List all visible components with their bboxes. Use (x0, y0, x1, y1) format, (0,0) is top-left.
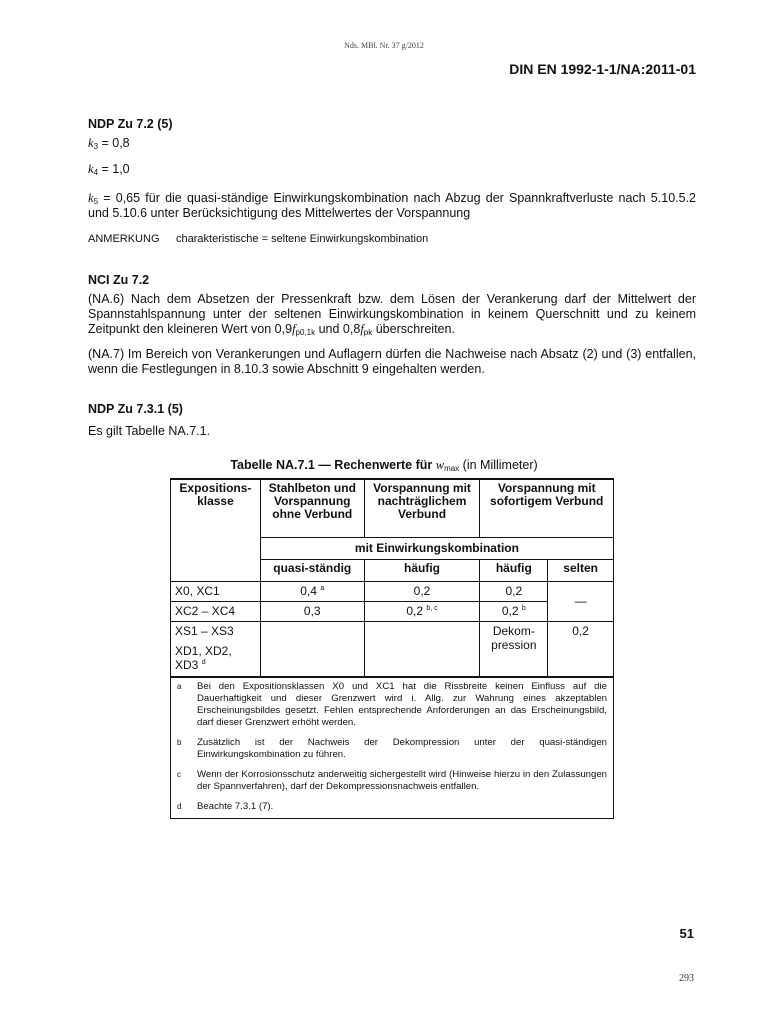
k4-line (88, 162, 130, 177)
k4-subscript: 4 (93, 168, 99, 177)
k4-symbol: k (88, 162, 94, 176)
paragraph-na6 (88, 292, 696, 337)
footnote-b-text: Zusätzlich ist der Nachweis der Dekompression unter der quasi-ständigen Einwirkungskombination zu führen. (197, 737, 607, 760)
section-heading-ndp-7-2-5: NDP Zu 7.2 (5) (88, 117, 173, 131)
k3-symbol: k (88, 136, 94, 150)
row2-value-3-footnote: b (521, 604, 526, 612)
k5-text: = 0,65 für die quasi-ständige Einwirkungskombination nach Abzug der Spannkraftverluste nach 5.10.5.2 und 5.10.6 unter Berücksichtigung des Mittelwertes der Vorspannung (88, 191, 696, 220)
secondary-page-number: 293 (679, 973, 694, 984)
row3-class-b-footnote: d (201, 658, 206, 666)
header-reinforced-concrete: Stahlbeton und Vorspannung ohne Verbund (260, 479, 364, 537)
crack-width-table (170, 478, 614, 819)
table-title-rest: (in Millimeter) (459, 458, 538, 472)
row3-value-1 (260, 621, 364, 677)
header-post-tensioned: Vorspannung mit nachträglichem Verbund (364, 479, 480, 537)
section-heading-nci-7-2: NCI Zu 7.2 (88, 273, 150, 287)
k4-value: = 1,0 (98, 162, 130, 176)
note-label: ANMERKUNG (88, 233, 160, 245)
note-line (88, 233, 428, 245)
row1-value-3: 0,2 (480, 581, 548, 601)
row1-value-2: 0,2 (364, 581, 480, 601)
section-heading-ndp-7-3-1-5: NDP Zu 7.3.1 (5) (88, 402, 183, 416)
k5-subscript: 5 (93, 197, 99, 206)
note-text: charakteristische = seltene Einwirkungskombination (176, 233, 429, 245)
k3-value: = 0,8 (98, 136, 130, 150)
footnote-c-mark: c (177, 770, 181, 779)
row2-class: XC2 – XC4 (171, 601, 261, 621)
row3-value-3: Dekom-pression (480, 621, 548, 677)
k5-symbol: k (88, 191, 94, 205)
footnote-c (177, 769, 607, 793)
f-subscript-2: pk (363, 328, 373, 337)
row2-value-1: 0,3 (260, 601, 364, 621)
row1-value-1-footnote: a (320, 584, 325, 592)
table-row (171, 621, 614, 677)
table-reference-text: Es gilt Tabelle NA.7.1. (88, 424, 211, 438)
subheader-rare: selten (548, 559, 614, 581)
table-row (171, 601, 614, 621)
header-exposure-class: Expositions-klasse (171, 479, 261, 581)
paragraph-na7: (NA.7) Im Bereich von Verankerungen und Auflagern dürfen die Nachweise nach Absatz (2) und (3) entfallen, wenn die Festlegungen in 8.10.3 sowie Abschnitt 9 eingehalten werden. (88, 347, 696, 376)
na6-text-b: und 0,8 (315, 322, 361, 336)
row3-class-a: XS1 – XS3 (175, 623, 234, 638)
footnote-a-mark: a (177, 682, 182, 691)
document-id: DIN EN 1992-1-1/NA:2011-01 (509, 61, 696, 77)
na6-text-c: überschreiten. (372, 322, 455, 336)
table-title (0, 458, 768, 473)
k3-line (88, 136, 130, 151)
row2-value-2 (364, 601, 480, 621)
publication-note: Nds. MBl. Nr. 37 g/2012 (344, 41, 424, 50)
footnote-c-text: Wenn der Korrosionsschutz anderweitig sichergestellt wird (Hinweise hierzu in den Zulassungen der Spannverfahren), darf der Dekompressionsnachweis entfallen. (197, 769, 607, 792)
row2-value-2-text: 0,2 (406, 603, 424, 618)
row1-2-value-4: — (548, 581, 614, 621)
row1-class: X0, XC1 (171, 581, 261, 601)
f-symbol-1: f (292, 322, 296, 336)
footnotes-cell (171, 677, 614, 819)
row1-value-1-text: 0,4 (300, 583, 317, 598)
k3-subscript: 3 (93, 142, 99, 151)
subheader-quasi-permanent: quasi-ständig (260, 559, 364, 581)
row1-value-1 (260, 581, 364, 601)
footnote-a-text: Bei den Expositionsklassen X0 und XC1 hat die Rissbreite keinen Einfluss auf die Dauerhaftigkeit und dieser Grenzwert wird i. Allg. zur Wahrung eines akzeptablen Erscheinungsbildes gesetzt. Fehlen entsprechende Anforderungen an das Erscheinungsbild, darf dieser Grenzwert erhöht werden. (197, 681, 607, 728)
k5-paragraph (88, 191, 696, 221)
footnote-b-mark: b (177, 738, 182, 747)
subheader-frequent-1: häufig (364, 559, 480, 581)
row3-class-b (175, 644, 245, 672)
header-pre-tensioned: Vorspannung mit sofortigem Verbund (480, 479, 614, 537)
page-number: 51 (679, 926, 694, 941)
row2-value-2-footnote: b, c (426, 604, 438, 612)
row3-class (171, 621, 261, 677)
footnote-d-mark: d (177, 802, 182, 811)
footnote-a (177, 681, 607, 729)
row2-value-3 (480, 601, 548, 621)
table-title-symbol: w (435, 458, 445, 472)
row2-value-3-text: 0,2 (501, 603, 519, 618)
table-title-bold: Tabelle NA.7.1 — Rechenwerte für (230, 458, 436, 472)
footnote-d (177, 801, 607, 813)
header-load-combination: mit Einwirkungskombination (260, 537, 613, 559)
row3-class-b-text: XD1, XD2, XD3 (175, 643, 232, 672)
row3-value-2 (364, 621, 480, 677)
na6-text-a: (NA.6) Nach dem Absetzen der Pressenkraft bzw. dem Lösen der Verankerung darf der Mittelwert der Spannstahlspannung unter der seltenen Einwirkungskombination in keinem Querschnitt und zu keinem Zeitpunkt den kleineren Wert von 0,9 (88, 292, 696, 336)
footnote-d-text: Beachte 7.3.1 (7). (197, 801, 274, 812)
table-title-subscript: max (444, 464, 460, 473)
footnote-b (177, 737, 607, 761)
subheader-frequent-2: häufig (480, 559, 548, 581)
row3-value-4: 0,2 (548, 621, 614, 677)
f-symbol-2: f (360, 322, 364, 336)
table-row (171, 581, 614, 601)
f-subscript-1: p0,1k (295, 328, 316, 337)
